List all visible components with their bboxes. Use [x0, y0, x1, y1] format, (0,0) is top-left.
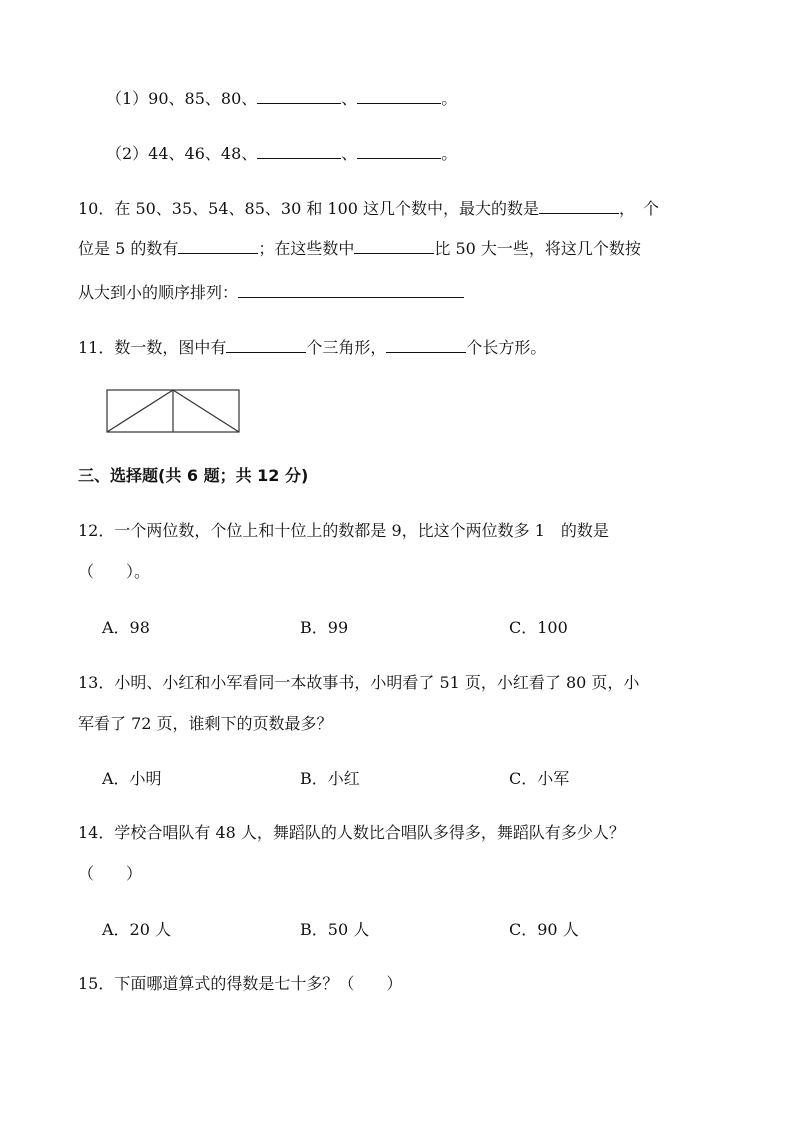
q13-option-b[interactable]: B．小红 — [300, 769, 360, 788]
section-title: 三、选择题(共 6 题；共 12 分) — [78, 466, 309, 485]
answer-blank[interactable] — [354, 238, 434, 254]
q12-option-c[interactable]: C．100 — [509, 618, 568, 637]
q9-line-2: （2）44、46、48、 、 。 — [106, 144, 458, 163]
q15-text: 15．下面哪道算式的得数是七十多？（ ） — [78, 974, 403, 993]
answer-blank[interactable] — [226, 337, 306, 353]
q10-line-3: 从大到小的顺序排列： — [78, 282, 464, 303]
q12-option-a[interactable]: A．98 — [102, 618, 150, 637]
figure-right-diagonal — [173, 390, 239, 432]
answer-blank[interactable] — [357, 143, 441, 159]
answer-blank[interactable] — [257, 88, 341, 104]
q14-paren: （ ） — [78, 864, 143, 883]
q10-line-2: 位是 5 的数有 ；在这些数中 比 50 大一些，将这几个数按 — [78, 239, 641, 258]
q14-option-c[interactable]: C．90 人 — [509, 920, 579, 939]
answer-blank[interactable] — [178, 238, 258, 254]
q12-text: 12．一个两位数，个位上和十位上的数都是 9，比这个两位数多 1 的数是 — [78, 521, 609, 540]
q14-option-b[interactable]: B．50 人 — [300, 920, 370, 939]
answer-blank[interactable] — [386, 337, 466, 353]
q9-line-1: （1）90、85、80、 、 。 — [106, 89, 458, 108]
q12-option-b[interactable]: B．99 — [300, 618, 349, 637]
q10-line-1: 10．在 50、35、54、85、30 和 100 这几个数中，最大的数是 ， 个 — [78, 199, 660, 218]
answer-blank[interactable] — [357, 88, 441, 104]
figure-left-diagonal — [107, 390, 173, 432]
answer-blank[interactable] — [539, 198, 619, 214]
q14-option-a[interactable]: A．20 人 — [102, 920, 172, 939]
answer-blank[interactable] — [238, 282, 464, 298]
q12-paren: （ ）。 — [78, 562, 151, 581]
answer-blank[interactable] — [257, 143, 341, 159]
q9-line-1-prefix: （1）90、85、80、 — [106, 89, 258, 108]
q13-text-line-2: 军看了 72 页，谁剩下的页数最多？ — [78, 714, 333, 733]
q13-text-line-1: 13．小明、小红和小军看同一本故事书，小明看了 51 页，小红看了 80 页，小 — [78, 673, 640, 692]
q11-line: 11．数一数，图中有 个三角形， 个长方形。 — [78, 338, 547, 357]
q11-figure — [106, 389, 242, 435]
q14-text: 14．学校合唱队有 48 人，舞蹈队的人数比合唱队多得多，舞蹈队有多少人？ — [78, 823, 625, 842]
q13-option-a[interactable]: A．小明 — [102, 769, 162, 788]
q13-option-c[interactable]: C．小军 — [509, 769, 570, 788]
q9-line-2-prefix: （2）44、46、48、 — [106, 144, 258, 163]
